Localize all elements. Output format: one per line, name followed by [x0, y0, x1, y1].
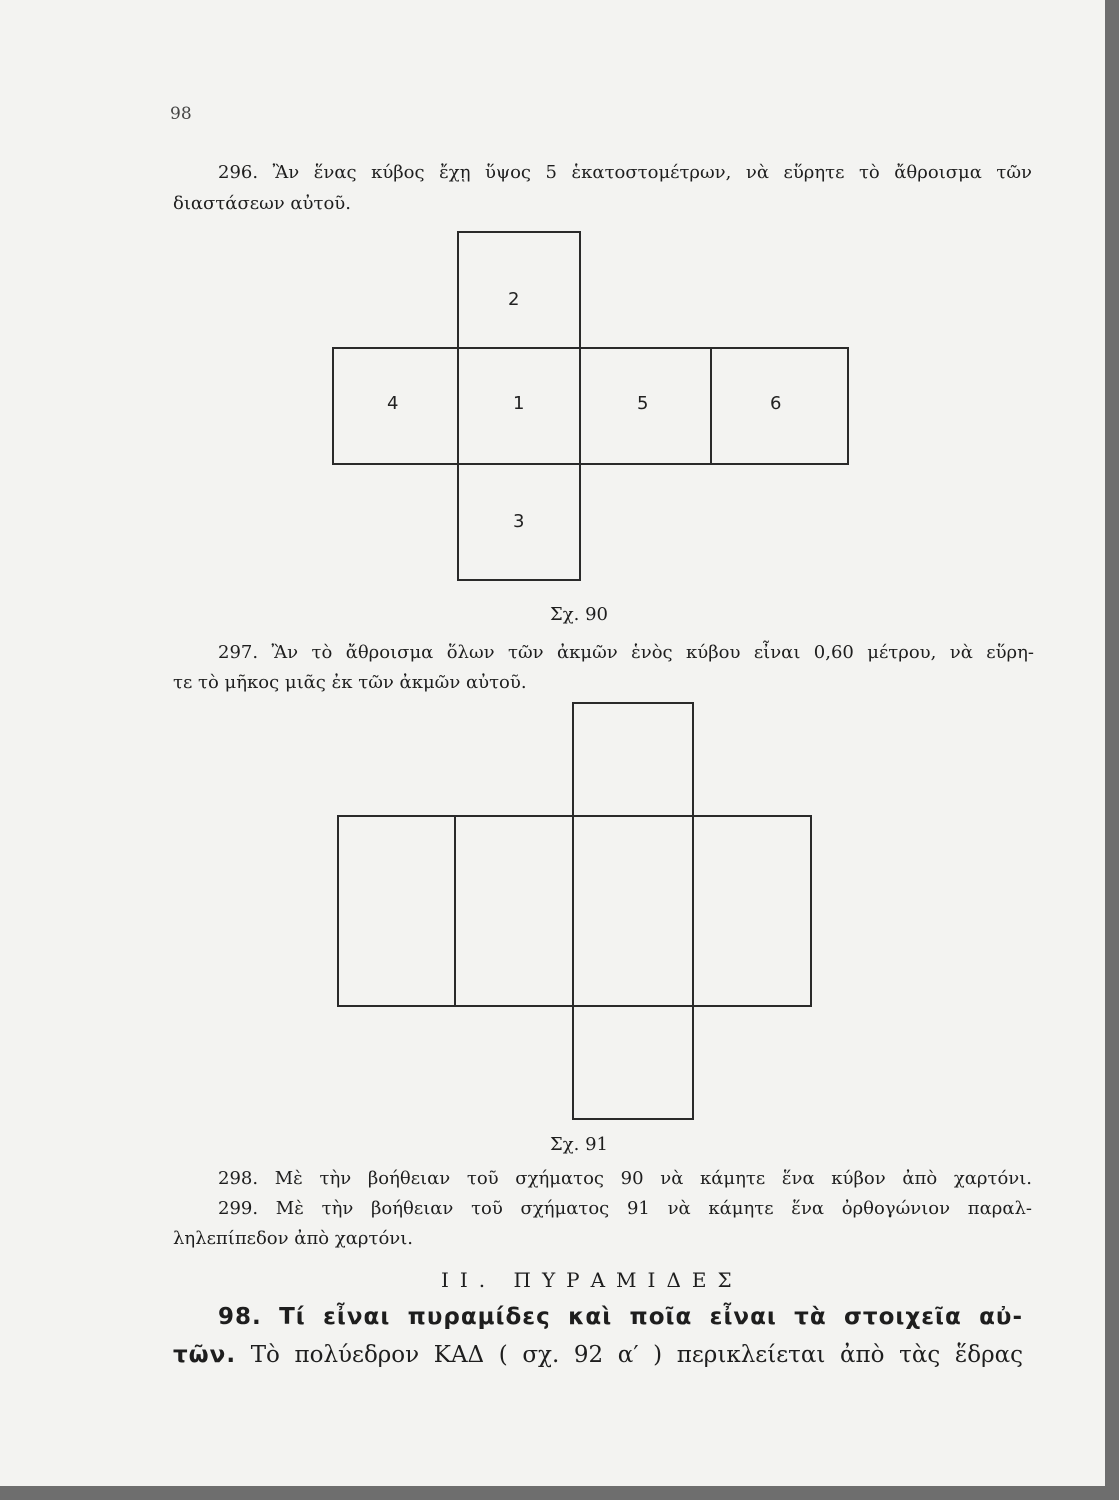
face-label-3: 3 [513, 511, 525, 532]
prism-face-top [573, 703, 693, 816]
face-label-2: 2 [508, 289, 520, 310]
face-label-5: 5 [637, 393, 649, 414]
page-number: 98 [170, 104, 192, 124]
problem-296-line-2: διαστάσεων αὐτοῦ. [173, 193, 351, 214]
lesson-98-heading-bold-end: τῶν. [173, 1342, 237, 1368]
problem-297-continued [173, 667, 773, 698]
face-label-4: 4 [387, 393, 399, 414]
problem-298-line-1: 298. Μὲ τὴν βοήθειαν τοῦ σχήματος 90 νὰ κάμητε ἕνα κύβον ἀπὸ χαρτόνι. [218, 1168, 1032, 1189]
problem-297-line-2: τε τὸ μῆκος μιᾶς ἐκ τῶν ἀκμῶν αὐτοῦ. [173, 672, 527, 693]
prism-face-left [455, 816, 573, 1006]
face-label-1: 1 [513, 393, 525, 414]
prism-face-left-outer [338, 816, 455, 1006]
prism-face-bottom [573, 1006, 693, 1119]
lesson-98-heading-bold: 98. Τί εἶναι πυραμίδες καὶ ποῖα εἶναι τὰ στοιχεῖα αὐ- [218, 1304, 1023, 1330]
figure-91-caption: Σχ. 91 [550, 1134, 608, 1155]
prism-face-center [573, 816, 693, 1006]
prism-face-right [693, 816, 811, 1006]
problem-296-line-1: 296. Ἂν ἕνας κύβος ἔχῃ ὕψος 5 ἑκατοστομέτρων, νὰ εὕρητε τὸ ἄθροισμα τῶν [218, 162, 1032, 183]
problem-299-continued [173, 1223, 773, 1254]
problem-299-line-2: ληλεπίπεδον ἀπὸ χαρτόνι. [173, 1228, 414, 1249]
face-label-6: 6 [770, 393, 782, 414]
problem-297 [218, 637, 1034, 668]
problem-297-line-1: 297. Ἂν τὸ ἄθροισμα ὅλων τῶν ἀκμῶν ἑνὸς κύβου εἶναι 0,60 μέτρου, νὰ εὕρη- [218, 642, 1034, 663]
lesson-98-line-2 [173, 1336, 1023, 1374]
lesson-98-heading [173, 1298, 1023, 1336]
section-title: II. ΠΥΡΑΜΙΔΕΣ [441, 1268, 743, 1292]
problem-299 [218, 1193, 1032, 1224]
problem-298 [218, 1163, 1032, 1194]
lesson-98 [173, 1298, 1023, 1374]
figure-90-caption: Σχ. 90 [550, 604, 608, 625]
lesson-98-text: Τὸ πολύεδρον ΚΑΔ ( σχ. 92 α′ ) περικλείεται ἀπὸ τὰς ἕδρας [250, 1342, 1024, 1368]
problem-299-line-1: 299. Μὲ τὴν βοήθειαν τοῦ σχήματος 91 νὰ κάμητε ἕνα ὀρθογώνιον παραλ- [218, 1198, 1032, 1219]
